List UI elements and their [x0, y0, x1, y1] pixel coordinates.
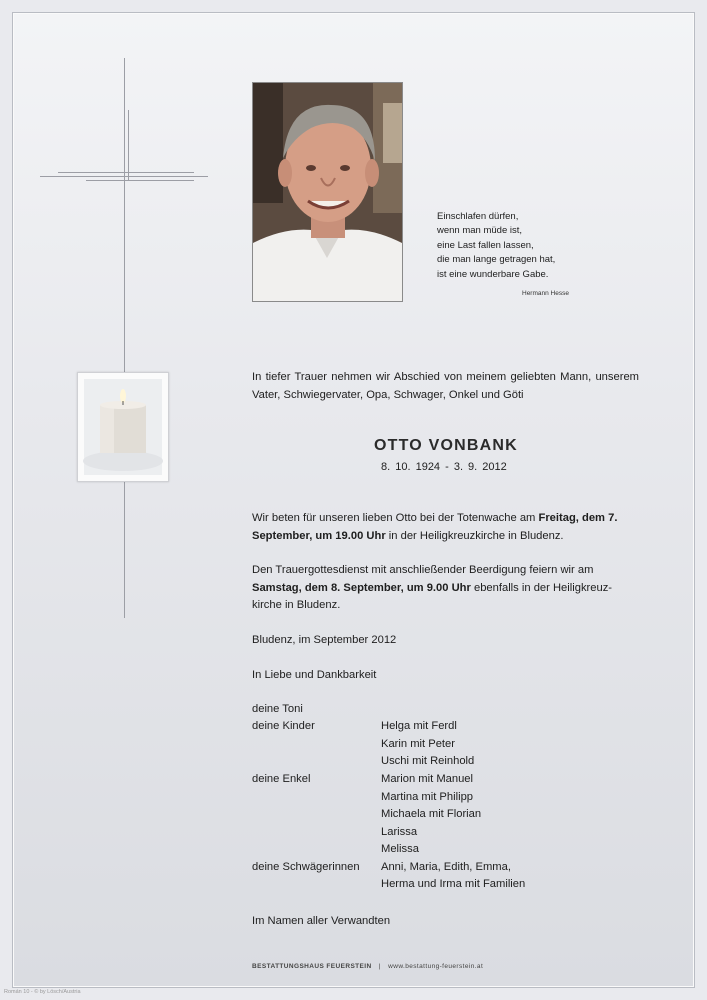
- mourner-name: Michaela mit Florian: [381, 808, 482, 820]
- mourner-name: Anni, Maria, Edith, Emma,: [381, 861, 511, 873]
- quote: [437, 210, 555, 282]
- quote-author: Hermann Hesse: [522, 290, 569, 297]
- portrait-photo: [252, 82, 403, 302]
- wake-location: in der Heiligkreuzkirche in Bludenz.: [385, 529, 564, 542]
- candle-image: [77, 372, 169, 482]
- mourner-name: Martina mit Philipp: [381, 791, 474, 803]
- mourner-name: Uschi mit Reinhold: [381, 755, 475, 767]
- mourner-label: deine Toni: [252, 703, 303, 715]
- deceased-name: OTTO VONBANK: [374, 437, 518, 454]
- signoff: Im Namen aller Verwandten: [252, 915, 391, 927]
- place-date: Bludenz, im September 2012: [252, 634, 397, 646]
- funeral-date: Samstag, dem 8. September, um 9.00 Uhr: [252, 581, 471, 594]
- quote-line: ist eine wunderbare Gabe.: [437, 268, 549, 280]
- quote-line: eine Last fallen lassen,: [437, 239, 534, 251]
- quote-line: Einschlafen dürfen,: [437, 211, 519, 222]
- mourner-label: deine Schwägerinnen: [252, 861, 360, 873]
- print-credit: Román 10 - © by Lösch/Austria: [4, 989, 81, 995]
- mourner-name: Helga mit Ferdl: [381, 720, 457, 732]
- footer: [252, 963, 483, 970]
- quote-line: die man lange getragen hat,: [437, 254, 556, 266]
- company-website[interactable]: www.bestattung-feuerstein.at: [388, 963, 484, 970]
- mourner-name: Herma und Irma mit Familien: [381, 878, 526, 890]
- mourner-label: deine Kinder: [252, 720, 315, 732]
- wake-date: Freitag, dem 7. September, um 19.00 Uhr: [252, 512, 618, 542]
- wake-text: Wir beten für unseren lieben Otto bei der Totenwache am: [252, 512, 539, 524]
- quote-line: wenn man müde ist,: [437, 225, 523, 237]
- company-name: BESTATTUNGSHAUS FEUERSTEIN: [252, 963, 372, 970]
- funeral-paragraph: [252, 562, 640, 615]
- mourner-name: Larissa: [381, 826, 418, 838]
- closing-text: In Liebe und Dankbarkeit: [252, 669, 377, 681]
- mourner-name: Melissa: [381, 843, 419, 855]
- mourner-name: Marion mit Manuel: [381, 773, 474, 785]
- intro-text: In tiefer Trauer nehmen wir Abschied von meinem geliebten Mann, unserem Vater, Schwiegervater, Opa, Schwager, Onkel und Göti: [252, 371, 639, 401]
- funeral-location: ebenfalls in der Heiligkreuz-kirche in Bludenz.: [252, 581, 613, 612]
- mourner-label: deine Enkel: [252, 773, 311, 785]
- footer-separator: |: [378, 963, 381, 970]
- funeral-text: Den Trauergottesdienst mit anschließender Beerdigung feiern wir am: [252, 564, 594, 576]
- wake-paragraph: [252, 510, 640, 545]
- mourner-name: Karin mit Peter: [381, 738, 455, 750]
- life-dates: 8. 10. 1924 - 3. 9. 2012: [381, 461, 507, 473]
